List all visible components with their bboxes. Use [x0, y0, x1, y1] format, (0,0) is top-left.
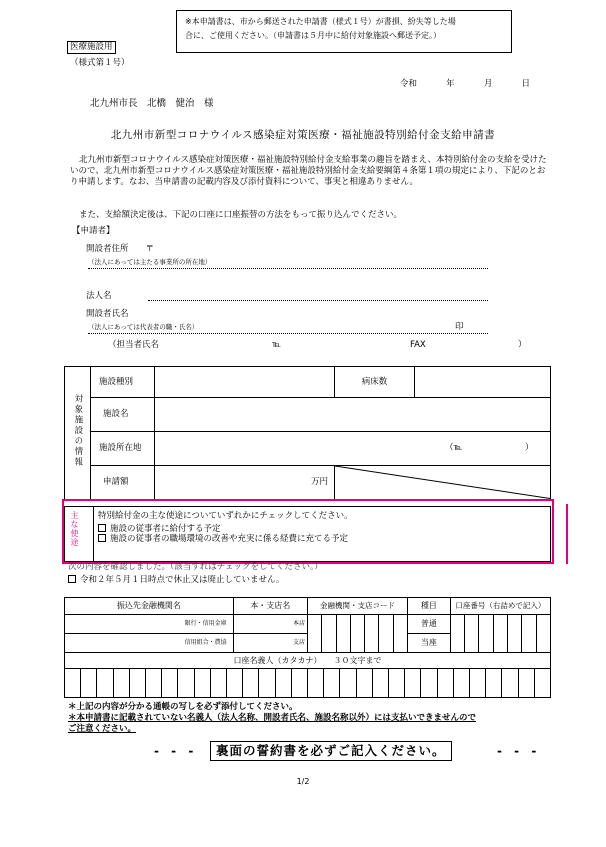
amount-label: 申請額 — [91, 466, 155, 500]
kana-cell[interactable] — [324, 668, 340, 697]
kana-cell[interactable] — [259, 668, 275, 697]
bank-header-branch: 本・支店名 — [233, 598, 307, 615]
branch-sub-2[interactable]: 支店 — [233, 634, 307, 653]
facility-side-cell — [65, 367, 91, 500]
kana-cell[interactable] — [97, 668, 113, 697]
facility-type-field[interactable] — [155, 367, 335, 398]
account-type-2[interactable]: 当座 — [407, 634, 450, 653]
bank-header-account: 口座番号（右詰めで記入） — [450, 598, 550, 615]
branch-sub-1[interactable]: 本店 — [233, 615, 307, 634]
facility-name-label: 施設名 — [91, 398, 155, 432]
kana-cell[interactable] — [405, 668, 421, 697]
kana-cell[interactable] — [146, 668, 162, 697]
kana-cell[interactable] — [195, 668, 211, 697]
notice-line-2: 合に、ご使用ください。（申請書は５月中に給付対象施設へ郵送予定。） — [185, 30, 441, 40]
facility-name-field[interactable] — [155, 398, 551, 432]
kana-cell[interactable] — [470, 668, 486, 697]
date-day: 日 — [521, 79, 530, 89]
beds-label: 病床数 — [335, 367, 415, 398]
kana-cell[interactable] — [340, 668, 356, 697]
kana-cell[interactable] — [243, 668, 259, 697]
contact-fax-label: FAX — [410, 340, 426, 350]
page-number: 1/2 — [296, 777, 310, 786]
account-digit[interactable] — [465, 615, 479, 653]
usage-checkbox-1[interactable] — [98, 524, 106, 532]
kana-cell[interactable] — [438, 668, 454, 697]
confirm-text: 次の内容を確認しました。（該当すればチェックをしてください。） — [68, 562, 323, 572]
seal-mark: 印 — [455, 322, 464, 332]
code-digit[interactable] — [379, 615, 393, 653]
code-digit[interactable] — [336, 615, 350, 653]
holder-kana-grid[interactable] — [64, 668, 551, 698]
kana-cell[interactable] — [114, 668, 130, 697]
bank-sub-2[interactable]: 信用組合・農協 — [65, 634, 234, 653]
note-2: ＊本申請書に記載されていない名義人（法人名称、開設者氏名、施設名称以外）には支払いできませんので — [68, 713, 477, 723]
kana-cell[interactable] — [65, 668, 81, 697]
date-month: 月 — [483, 79, 493, 89]
usage-side-cell — [69, 511, 79, 551]
usage-side-label: 主な使途 — [70, 511, 79, 547]
kana-cell[interactable] — [292, 668, 308, 697]
facility-side-label: 対象施設の情報 — [72, 394, 83, 468]
usage-content — [93, 507, 551, 561]
kana-cell[interactable] — [308, 668, 324, 697]
account-type-1[interactable]: 普通 — [407, 615, 450, 634]
usage-option-1-label: 施設の従事者に給付する予定 — [110, 523, 221, 534]
usage-option-2-label: 施設の従事者の職場環境の改善や充実に係る経費に充てる予定 — [110, 534, 349, 545]
page-title: 北九州市新型コロナウイルス感染症対策医療・福祉施設特別給付金支給申請書 — [110, 129, 496, 141]
bank-table — [64, 597, 551, 669]
applicant-heading: 【申請者】 — [72, 226, 115, 236]
banner-dashes-right: - - - — [497, 744, 541, 758]
kana-cell[interactable] — [454, 668, 470, 697]
date-year: 年 — [446, 79, 455, 89]
form-tag: 医療施設用 — [67, 41, 116, 54]
usage-instruction: 特別給付金の主な使途についていずれかにチェックしてください。 — [98, 511, 353, 521]
bank-header-code: 金融機関・支店コード — [307, 598, 407, 615]
kana-cell[interactable] — [389, 668, 405, 697]
usage-option-2[interactable] — [98, 534, 547, 545]
amount-unit: 万円 — [310, 477, 328, 488]
account-holder-label: 口座名義人（カタカナ） ３０文字まで — [65, 653, 551, 669]
note-2b: ご注意ください。 — [68, 724, 137, 734]
kana-cell[interactable] — [373, 668, 389, 697]
kana-cell[interactable] — [502, 668, 518, 697]
facility-tel-close: ） — [525, 443, 534, 453]
account-digit[interactable] — [522, 615, 536, 653]
addressee: 北九州市長 北橋 健治 様 — [90, 98, 214, 109]
facility-tel-label: （℡ — [445, 443, 463, 453]
address-field[interactable] — [88, 258, 488, 269]
address-note: （法人にあっては主たる事業所の所在地） — [88, 258, 212, 266]
kana-cell[interactable] — [519, 668, 535, 697]
kana-cell[interactable] — [227, 668, 243, 697]
date-line — [400, 79, 530, 90]
kana-cell[interactable] — [81, 668, 97, 697]
kana-cell[interactable] — [211, 668, 227, 697]
code-digit[interactable] — [307, 615, 321, 653]
bank-header-name: 振込先金融機関名 — [65, 598, 234, 615]
corp-name-field[interactable] — [148, 291, 488, 301]
amount-blank-cell — [335, 466, 551, 500]
amount-field[interactable] — [155, 466, 335, 500]
address-label: 開設者住所 〒 — [86, 244, 155, 254]
notice-line-1: ※本申請書は、市から郵送された申請書（様式１号）が書損、紛失等した場 — [185, 17, 456, 26]
date-era: 令和 — [400, 79, 418, 89]
account-digit[interactable] — [507, 615, 521, 653]
confirm-option[interactable] — [68, 575, 285, 586]
code-digit[interactable] — [393, 615, 407, 653]
beds-field[interactable] — [415, 367, 551, 398]
contact-tel-label: ℡ — [272, 340, 282, 350]
notice-box — [176, 10, 512, 53]
facility-address-label: 施設所在地 — [91, 432, 155, 466]
name-label: 開設者氏名 — [86, 309, 129, 319]
kana-cell[interactable] — [130, 668, 146, 697]
kana-cell[interactable] — [421, 668, 437, 697]
bank-header-type: 種目 — [407, 598, 450, 615]
kana-cell[interactable] — [276, 668, 292, 697]
banner-dashes-left: - - - — [154, 744, 198, 758]
contact-close: ） — [518, 340, 527, 350]
facility-table — [64, 366, 551, 500]
confirm-checkbox[interactable] — [68, 575, 76, 583]
diagonal-line — [335, 466, 551, 500]
usage-box — [64, 506, 551, 562]
form-number: （様式第１号） — [70, 58, 130, 68]
kana-cell[interactable] — [486, 668, 502, 697]
kana-cell[interactable] — [162, 668, 178, 697]
bank-sub-1[interactable]: 銀行・信用金庫 — [65, 615, 234, 634]
account-digit[interactable] — [493, 615, 507, 653]
usage-checkbox-2[interactable] — [98, 534, 106, 542]
confirm-option-label: 令和２年５月１日時点で休止又は廃止していません。 — [80, 575, 285, 585]
banner-text: 裏面の誓約書を必ずご記入ください。 — [210, 741, 452, 761]
facility-type-label: 施設種別 — [91, 367, 155, 398]
intro-paragraph-2: また、支給額決定後は、下記の口座に口座振替の方法をもって振り込んでください。 — [79, 210, 403, 220]
account-digit[interactable] — [479, 615, 493, 653]
intro-paragraph: 北九州市新型コロナウイルス感染症対策医療・福祉施設特別給付金支給事業の趣旨を踏まえ、本特別給付金の支給を受けたいので、北九州市新型コロナウイルス感染症対策医療・福祉施設特別給付金支給要綱第４条第１項の規定により、下記のとおり申請します。なお、当申請書の記載内容及び添付資料について、事実と相違ありません。 — [70, 155, 547, 187]
account-digit[interactable] — [450, 615, 464, 653]
kana-cell[interactable] — [535, 668, 550, 697]
note-1: ＊上記の内容が分かる通帳の写しを必ず添付してください。 — [68, 702, 298, 712]
kana-cell[interactable] — [357, 668, 373, 697]
account-digit[interactable] — [536, 615, 550, 653]
contact-label: （担当者氏名 — [108, 340, 160, 350]
kana-cell[interactable] — [178, 668, 194, 697]
name-field[interactable] — [88, 323, 488, 334]
code-digit[interactable] — [350, 615, 364, 653]
name-note: （法人にあっては代表者の職・氏名） — [88, 323, 199, 331]
corp-label: 法人名 — [86, 291, 112, 301]
code-digit[interactable] — [365, 615, 379, 653]
usage-highlight-right — [562, 504, 568, 564]
usage-option-1[interactable] — [98, 524, 547, 535]
facility-address-field[interactable] — [155, 432, 551, 466]
code-digit[interactable] — [322, 615, 336, 653]
